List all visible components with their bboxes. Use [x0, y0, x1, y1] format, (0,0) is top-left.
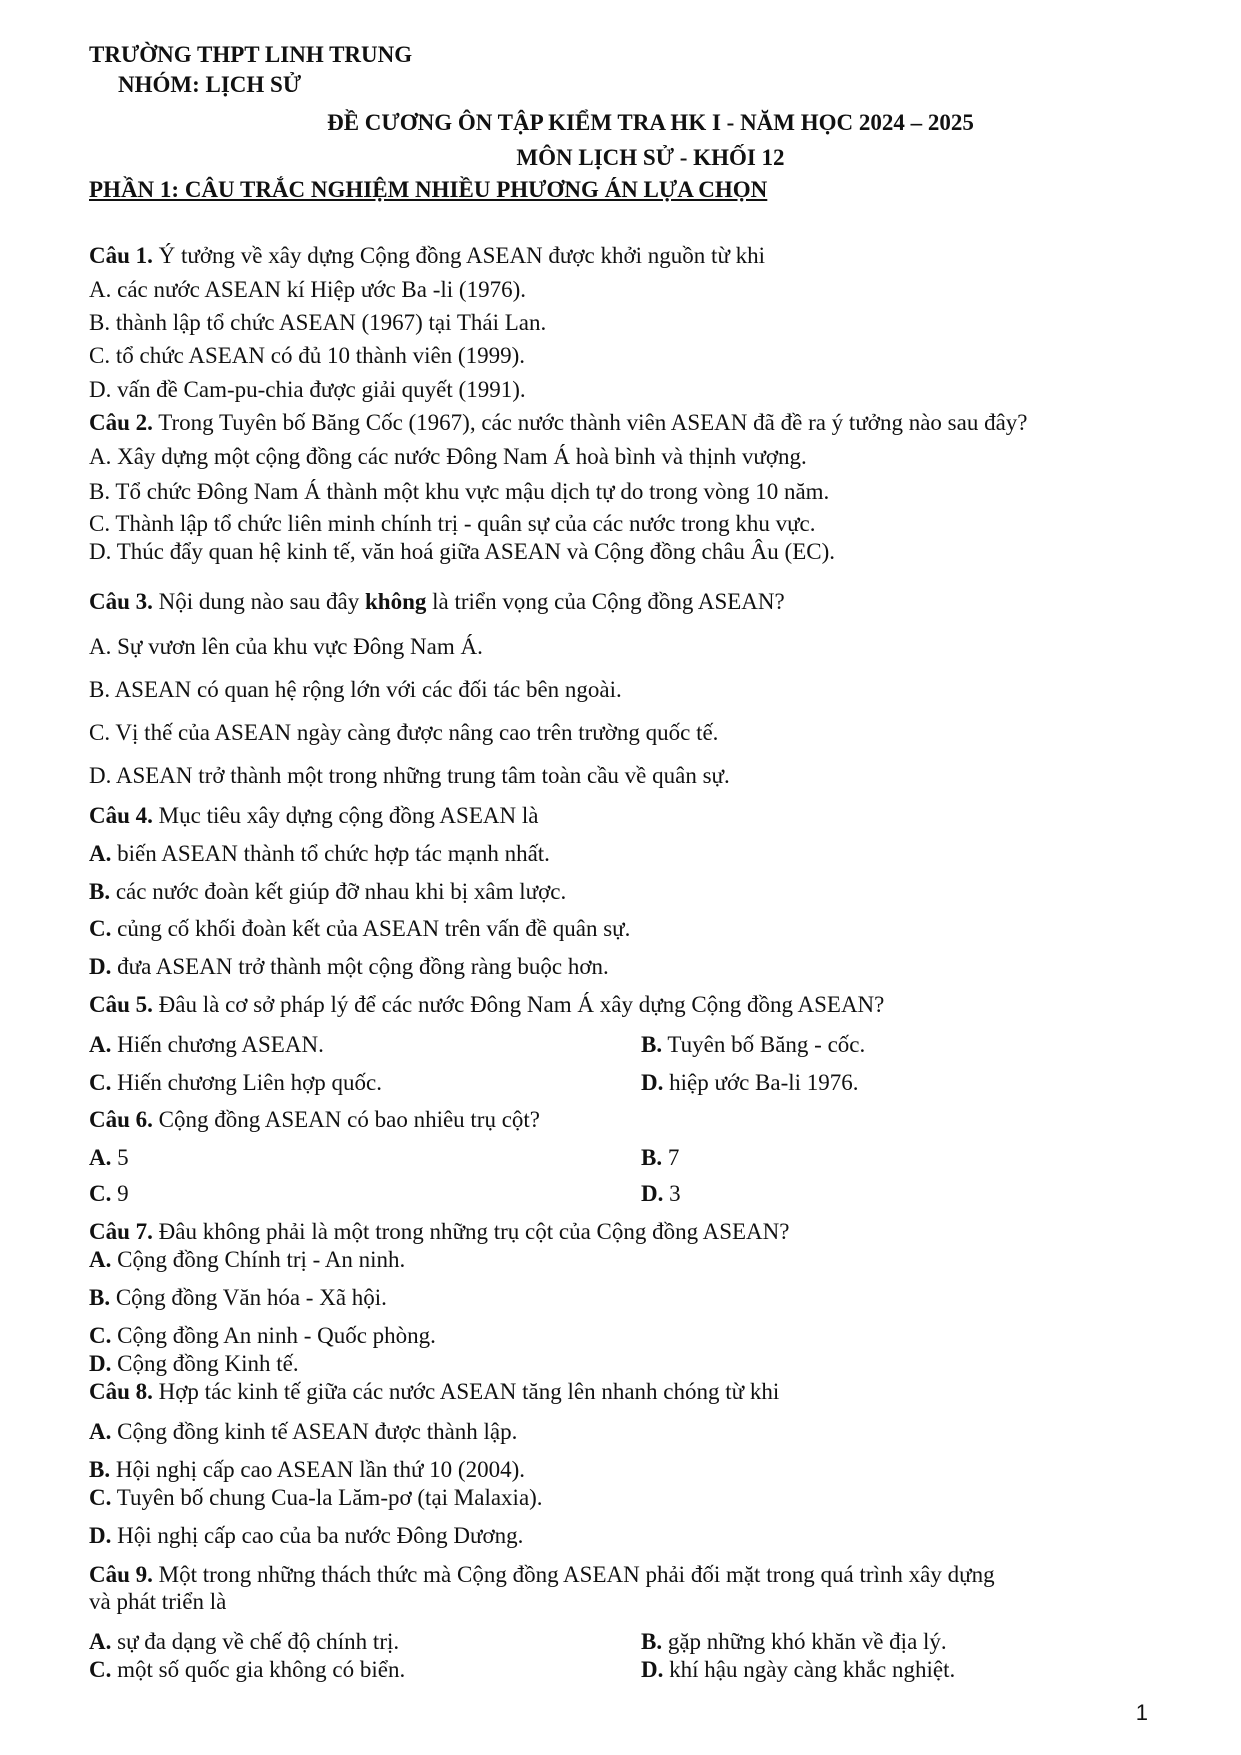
- question-8: [89, 1378, 779, 1406]
- option-letter: D.: [89, 763, 112, 788]
- option: [89, 719, 718, 747]
- option: [641, 1144, 679, 1172]
- option: [641, 1180, 681, 1208]
- option-letter: A.: [89, 1247, 112, 1272]
- option: [89, 1069, 382, 1097]
- option: [89, 443, 807, 471]
- question-label: Câu 5.: [89, 992, 153, 1017]
- option: [89, 840, 550, 868]
- option-text: Hội nghị cấp cao ASEAN lần thứ 10 (2004).: [110, 1457, 525, 1482]
- question-label: Câu 7.: [89, 1219, 153, 1244]
- option-letter: D.: [89, 377, 112, 402]
- option-text: củng cố khối đoàn kết của ASEAN trên vấn đề quân sự.: [111, 916, 631, 941]
- option: [89, 953, 609, 981]
- option-text: Thành lập tổ chức liên minh chính trị - quân sự của các nước trong khu vực.: [110, 511, 816, 536]
- option-text: Sự vươn lên của khu vực Đông Nam Á.: [111, 634, 483, 659]
- question-4: [89, 802, 538, 830]
- option: [89, 510, 816, 538]
- option-text: ASEAN trở thành một trong những trung tâm toàn cầu về quân sự.: [111, 763, 730, 788]
- option-text: thành lập tổ chức ASEAN (1967) tại Thái Lan.: [110, 310, 547, 335]
- question-label: Câu 1.: [89, 243, 153, 268]
- question-label: Câu 4.: [89, 803, 153, 828]
- option-letter: A.: [89, 1629, 112, 1654]
- option-letter: B.: [89, 1285, 111, 1310]
- question-7: [89, 1218, 789, 1246]
- option-letter: A.: [89, 1145, 112, 1170]
- option-letter: C.: [89, 916, 112, 941]
- page-number: 1: [1135, 1700, 1148, 1725]
- option-text: Hiến chương ASEAN.: [111, 1032, 324, 1057]
- option-text: đưa ASEAN trở thành một cộng đồng ràng buộc hơn.: [111, 954, 609, 979]
- option-letter: D.: [89, 1523, 112, 1548]
- question-6: [89, 1106, 540, 1134]
- option: [89, 1456, 525, 1484]
- option-letter: C.: [89, 511, 111, 536]
- question-label: Câu 6.: [89, 1107, 153, 1132]
- option: [89, 878, 566, 906]
- option-letter: B.: [641, 1145, 663, 1170]
- option: [89, 1484, 543, 1512]
- option-letter: D.: [641, 1070, 664, 1095]
- option: [89, 676, 622, 704]
- question-label: Câu 2.: [89, 410, 153, 435]
- subject-group: NHÓM: LỊCH SỬ: [118, 72, 302, 97]
- question-text: Trong Tuyên bố Băng Cốc (1967), các nước thành viên ASEAN đã đề ra ý tưởng nào sau đây?: [152, 410, 1028, 435]
- question-text: Mục tiêu xây dựng cộng đồng ASEAN là: [152, 803, 539, 828]
- option: [641, 1069, 859, 1097]
- option: [89, 276, 526, 304]
- option-text: Xây dựng một cộng đồng các nước Đông Nam Á hoà bình và thịnh vượng.: [111, 444, 807, 469]
- option-text: Thúc đẩy quan hệ kinh tế, văn hoá giữa ASEAN và Cộng đồng châu Âu (EC).: [111, 539, 835, 564]
- option-letter: B.: [641, 1032, 663, 1057]
- option-letter: B.: [89, 1457, 111, 1482]
- option-text: Cộng đồng kinh tế ASEAN được thành lập.: [111, 1419, 518, 1444]
- question-text: Nội dung nào sau đây: [152, 589, 365, 614]
- option-letter: A.: [89, 634, 112, 659]
- option-text: Hiến chương Liên hợp quốc.: [111, 1070, 382, 1095]
- question-text: Một trong những thách thức mà Cộng đồng ASEAN phải đối mặt trong quá trình xây dựng: [152, 1562, 995, 1587]
- option-letter: C.: [89, 1323, 112, 1348]
- option-text: 7: [662, 1145, 680, 1170]
- option-text: Cộng đồng Chính trị - An ninh.: [111, 1247, 406, 1272]
- option: [89, 1350, 299, 1378]
- option: [89, 342, 525, 370]
- option-letter: B.: [641, 1629, 663, 1654]
- question-text: Đâu là cơ sở pháp lý để các nước Đông Nam Á xây dựng Cộng đồng ASEAN?: [152, 992, 885, 1017]
- section-heading: PHẦN 1: CÂU TRẮC NGHIỆM NHIỀU PHƯƠNG ÁN LỰA CHỌN: [89, 177, 768, 202]
- option: [641, 1656, 955, 1684]
- option-text: biến ASEAN thành tổ chức hợp tác mạnh nhất.: [111, 841, 550, 866]
- question-text: và phát triển là: [89, 1589, 227, 1614]
- option-text: khí hậu ngày càng khắc nghiệt.: [663, 1657, 956, 1682]
- option-text: 3: [663, 1181, 681, 1206]
- option-text: Vị thế của ASEAN ngày càng được nâng cao trên trường quốc tế.: [110, 720, 719, 745]
- option: [89, 1031, 324, 1059]
- option: [89, 1284, 387, 1312]
- option-letter: A.: [89, 841, 112, 866]
- option-letter: C.: [89, 1657, 112, 1682]
- option: [89, 1656, 405, 1684]
- document-subtitle: MÔN LỊCH SỬ - KHỐI 12: [516, 145, 785, 170]
- option-text: các nước đoàn kết giúp đỡ nhau khi bị xâm lược.: [110, 879, 567, 904]
- option: [89, 538, 835, 566]
- option: [89, 1322, 436, 1350]
- question-text: Hợp tác kinh tế giữa các nước ASEAN tăng lên nhanh chóng từ khi: [152, 1379, 780, 1404]
- option-text: sự đa dạng về chế độ chính trị.: [111, 1629, 400, 1654]
- option: [89, 1628, 399, 1656]
- option-letter: A.: [89, 1419, 112, 1444]
- option-text: 9: [111, 1181, 129, 1206]
- option: [89, 1180, 129, 1208]
- question-3: [89, 588, 785, 616]
- option-text: Cộng đồng Văn hóa - Xã hội.: [110, 1285, 387, 1310]
- option-text: gặp những khó khăn về địa lý.: [662, 1629, 947, 1654]
- option-letter: C.: [89, 1485, 112, 1510]
- option-text: vấn đề Cam-pu-chia được giải quyết (1991).: [111, 377, 526, 402]
- option: [89, 1522, 523, 1550]
- option: [89, 1144, 129, 1172]
- document-title: ĐỀ CƯƠNG ÔN TẬP KIỂM TRA HK I - NĂM HỌC 2024 – 2025: [327, 110, 974, 135]
- option-letter: C.: [89, 343, 111, 368]
- option-letter: C.: [89, 1070, 112, 1095]
- question-text: Cộng đồng ASEAN có bao nhiêu trụ cột?: [152, 1107, 541, 1132]
- option: [89, 633, 483, 661]
- option: [89, 1246, 405, 1274]
- option-letter: B.: [89, 310, 111, 335]
- option-letter: D.: [89, 954, 112, 979]
- option-text: hiệp ước Ba-li 1976.: [663, 1070, 859, 1095]
- option-letter: C.: [89, 1181, 112, 1206]
- question-2: [89, 409, 1028, 437]
- option-letter: D.: [89, 539, 112, 564]
- option-letter: D.: [641, 1657, 664, 1682]
- question-5: [89, 991, 884, 1019]
- option-text: Hội nghị cấp cao của ba nước Đông Dương.: [111, 1523, 524, 1548]
- option: [89, 1418, 517, 1446]
- option-text: Cộng đồng An ninh - Quốc phòng.: [111, 1323, 436, 1348]
- option: [641, 1031, 865, 1059]
- option: [89, 309, 546, 337]
- option-letter: A.: [89, 1032, 112, 1057]
- question-1: [89, 242, 765, 270]
- question-label: Câu 8.: [89, 1379, 153, 1404]
- option-letter: A.: [89, 277, 112, 302]
- option-text: Tuyên bố chung Cua-la Lăm-pơ (tại Malaxia).: [111, 1485, 543, 1510]
- option-letter: D.: [89, 1351, 112, 1376]
- question-9-continued: [89, 1588, 226, 1616]
- question-label: Câu 3.: [89, 589, 153, 614]
- option-text: 5: [111, 1145, 129, 1170]
- option: [89, 915, 630, 943]
- option-letter: B.: [89, 677, 111, 702]
- option-letter: B.: [89, 479, 111, 504]
- question-text: Ý tưởng về xây dựng Cộng đồng ASEAN được khởi nguồn từ khi: [152, 243, 766, 268]
- option: [89, 376, 526, 404]
- option: [89, 478, 829, 506]
- option: [641, 1628, 947, 1656]
- option-letter: D.: [641, 1181, 664, 1206]
- school-name: TRƯỜNG THPT LINH TRUNG: [89, 42, 413, 67]
- option-text: Tuyên bố Băng - cốc.: [662, 1032, 866, 1057]
- option-text: tổ chức ASEAN có đủ 10 thành viên (1999).: [110, 343, 525, 368]
- option-letter: A.: [89, 444, 112, 469]
- option-text: Cộng đồng Kinh tế.: [111, 1351, 299, 1376]
- option: [89, 762, 730, 790]
- option-letter: B.: [89, 879, 111, 904]
- option-text: Tổ chức Đông Nam Á thành một khu vực mậu dịch tự do trong vòng 10 năm.: [110, 479, 830, 504]
- question-text: Đâu không phải là một trong những trụ cột của Cộng đồng ASEAN?: [152, 1219, 790, 1244]
- question-emphasis: không: [364, 589, 427, 614]
- option-text: các nước ASEAN kí Hiệp ước Ba -li (1976).: [111, 277, 526, 302]
- question-label: Câu 9.: [89, 1562, 153, 1587]
- question-9: [89, 1561, 995, 1589]
- option-letter: C.: [89, 720, 111, 745]
- option-text: một số quốc gia không có biển.: [111, 1657, 406, 1682]
- question-text: là triển vọng của Cộng đồng ASEAN?: [426, 589, 785, 614]
- option-text: ASEAN có quan hệ rộng lớn với các đối tác bên ngoài.: [110, 677, 622, 702]
